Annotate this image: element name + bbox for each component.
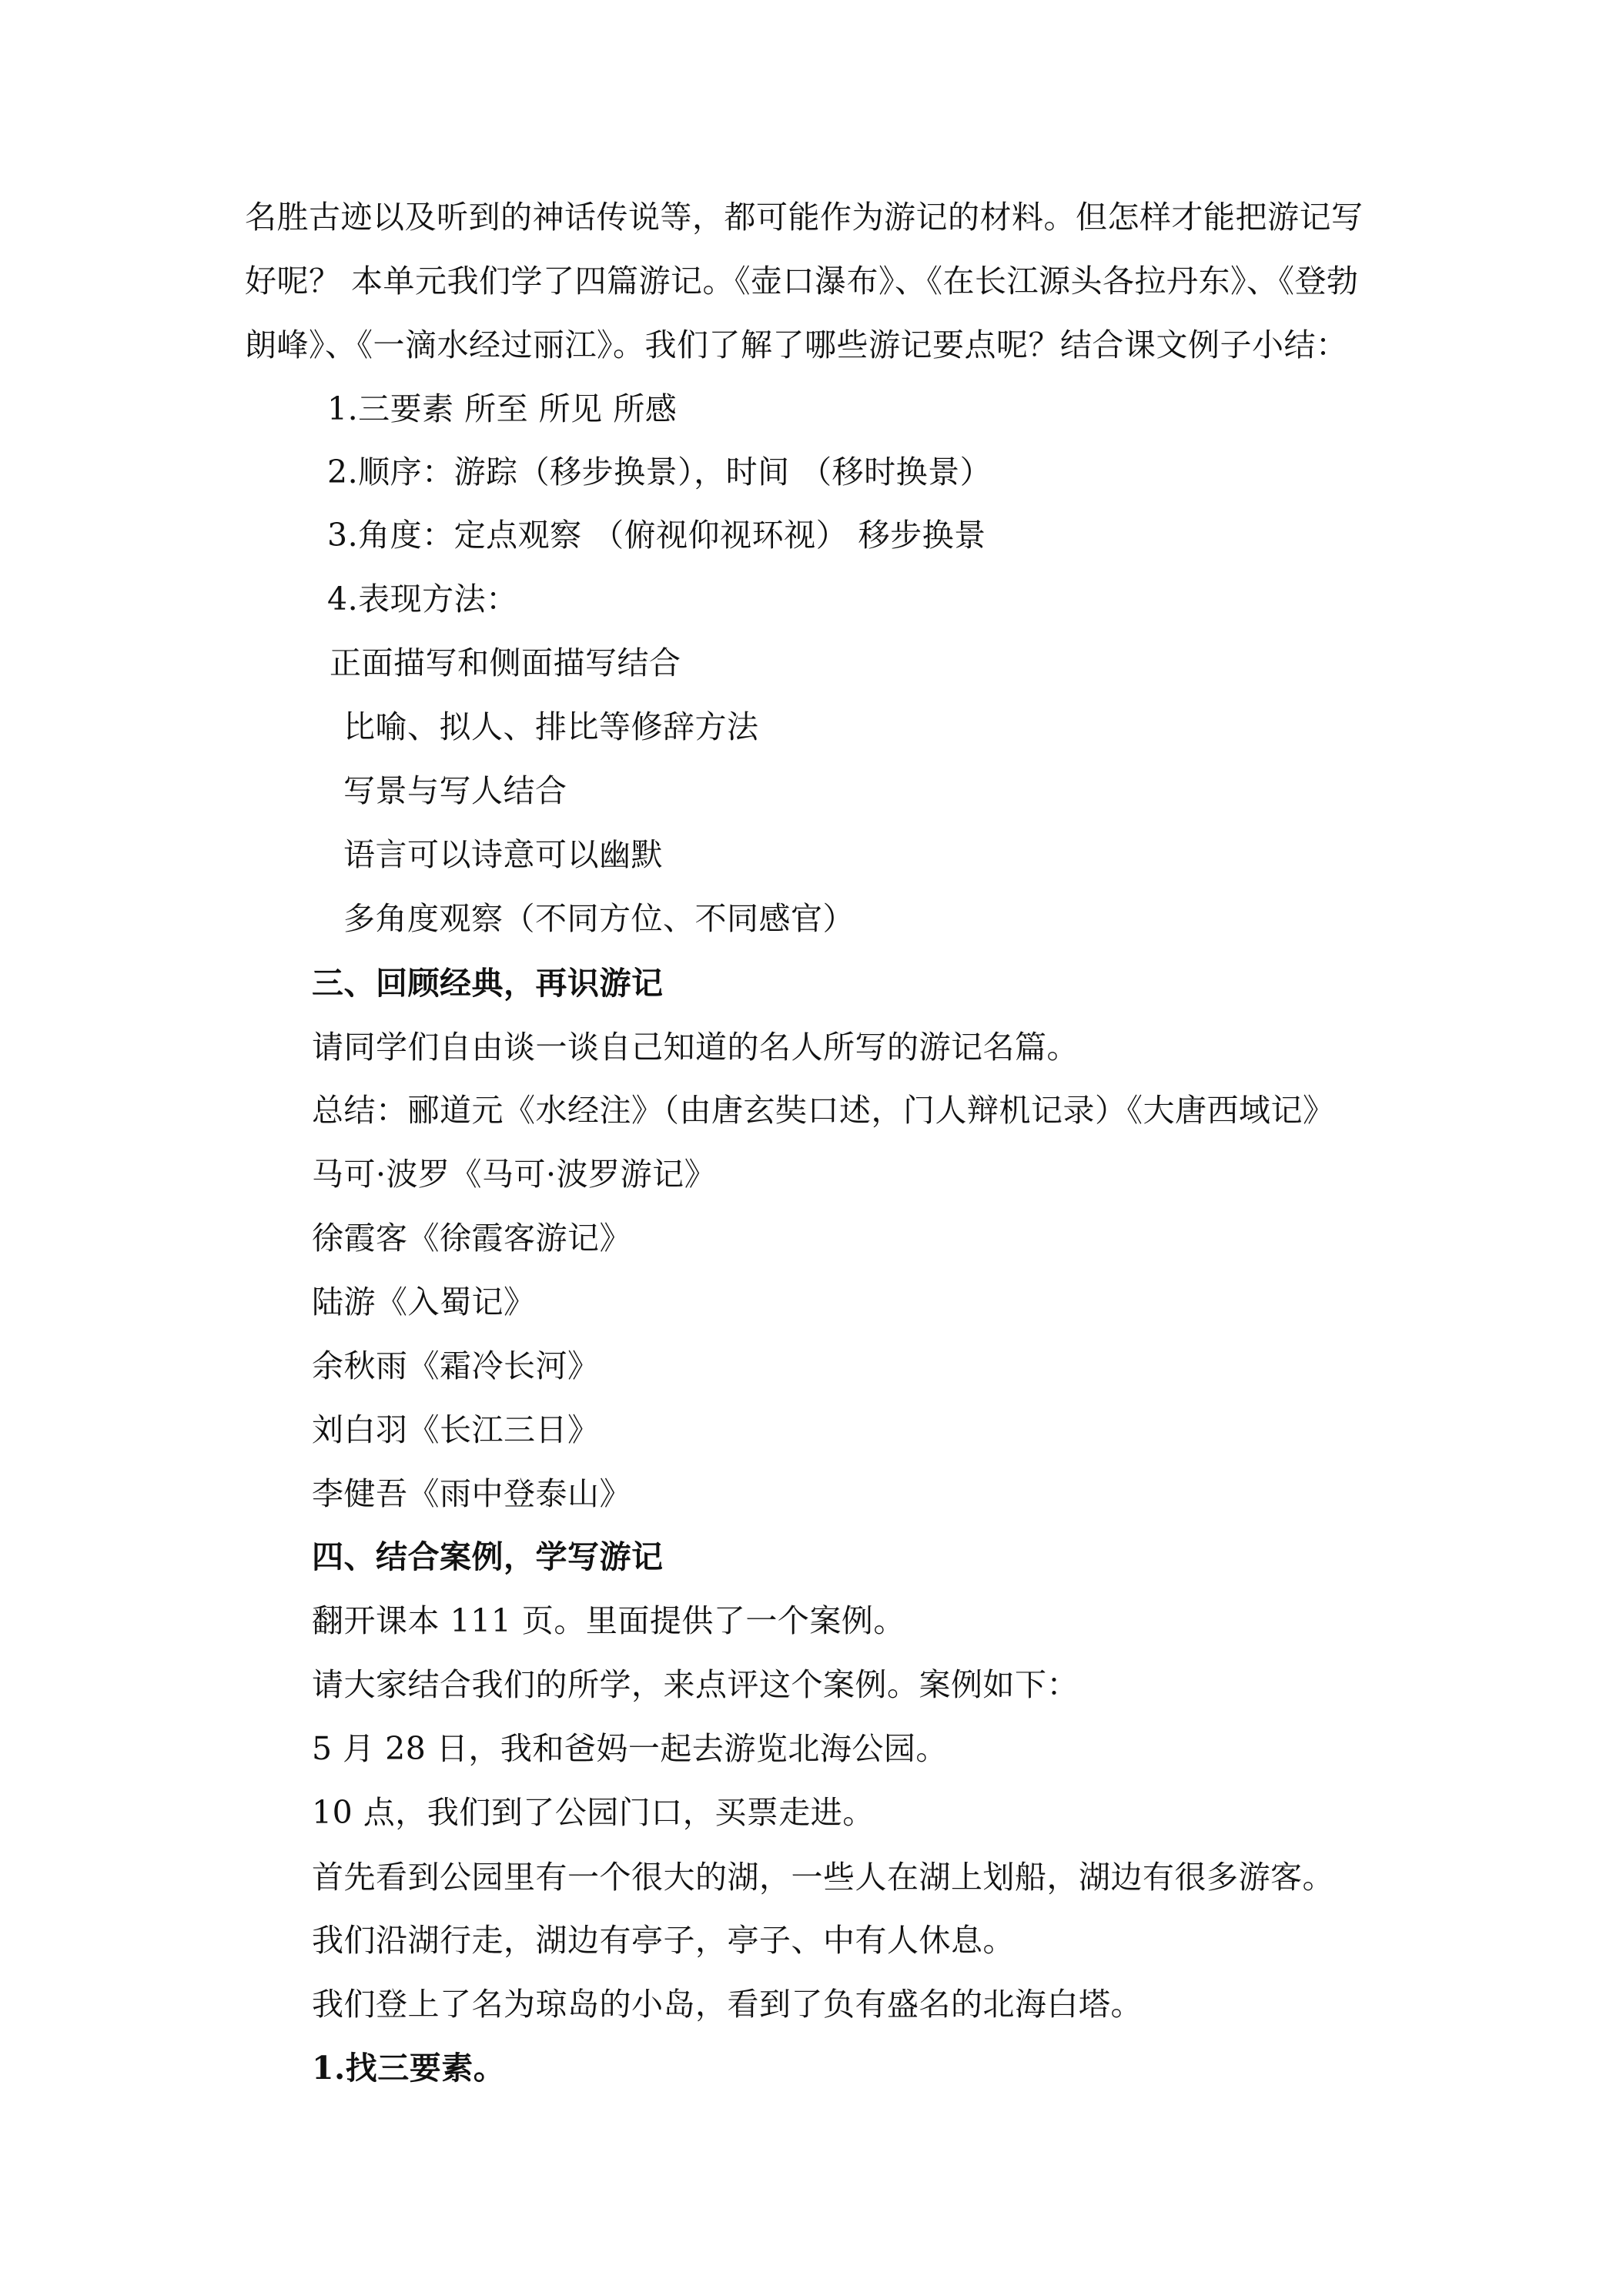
sub-item: 多角度观察（不同方位、不同感官） xyxy=(343,900,855,937)
travelogue-entry: 李健吾《雨中登泰山》 xyxy=(312,1475,631,1512)
case-text-line: 10 点，我们到了公园门口，买票走进。 xyxy=(312,1794,875,1831)
list-item-expression-methods: 4.表现方法： xyxy=(327,581,518,618)
sub-item: 正面描写和侧面描写结合 xyxy=(330,644,681,681)
sub-item: 语言可以诗意可以幽默 xyxy=(343,836,663,873)
travelogue-entry: 陆游《入蜀记》 xyxy=(312,1284,536,1320)
travelogue-entry: 马可·波罗《马可·波罗游记》 xyxy=(312,1156,717,1193)
list-item-order: 2.顺序：游踪（移步换景），时间 （移时换景） xyxy=(327,454,992,490)
body-text-line: 请大家结合我们的所学，来点评这个案例。案例如下： xyxy=(312,1666,1079,1703)
task-heading: 1.找三要素。 xyxy=(312,2050,506,2087)
body-text-line: 朗峰》、《一滴水经过丽江》。我们了解了哪些游记要点呢？结合课文例子小结： xyxy=(245,326,1348,363)
case-text-line: 首先看到公园里有一个很大的湖，一些人在湖上划船，湖边有很多游客。 xyxy=(312,1859,1334,1896)
case-text-line: 我们沿湖行走，湖边有亭子，亭子、中有人休息。 xyxy=(312,1922,1015,1959)
travelogue-entry: 刘白羽《长江三日》 xyxy=(312,1411,600,1448)
travelogue-entry: 徐霞客《徐霞客游记》 xyxy=(312,1220,631,1257)
section-heading-3: 三、回顾经典，再识游记 xyxy=(312,965,664,1002)
body-text-line: 名胜古迹以及听到的神话传说等，都可能作为游记的材料。但怎样才能把游记写 xyxy=(245,199,1364,236)
sub-item: 写景与写人结合 xyxy=(343,772,567,809)
case-text-line: 5 月 28 日，我和爸妈一起去游览北海公园。 xyxy=(312,1730,948,1767)
travelogue-entry: 余秋雨《霜冷长河》 xyxy=(312,1347,600,1384)
case-text-line: 我们登上了名为琼岛的小岛，看到了负有盛名的北海白塔。 xyxy=(312,1986,1143,2023)
body-text-line: 翻开课本 111 页。里面提供了一个案例。 xyxy=(312,1602,905,1639)
body-text-line: 总结：郦道元《水经注》（由唐玄奘口述，门人辩机记录）《大唐西域记》 xyxy=(312,1092,1335,1129)
list-item-angle: 3.角度：定点观察 （俯视仰视环视） 移步换景 xyxy=(327,517,986,554)
list-item-three-elements: 1.三要素 所至 所见 所感 xyxy=(327,390,678,427)
body-text-line: 请同学们自由谈一谈自己知道的名人所写的游记名篇。 xyxy=(312,1029,1079,1066)
sub-item: 比喻、拟人、排比等修辞方法 xyxy=(343,708,759,745)
body-text-line: 好呢？ 本单元我们学了四篇游记。《壶口瀑布》、《在长江源头各拉丹东》、《登勃 xyxy=(245,263,1359,300)
section-heading-4: 四、结合案例，学写游记 xyxy=(312,1538,664,1575)
